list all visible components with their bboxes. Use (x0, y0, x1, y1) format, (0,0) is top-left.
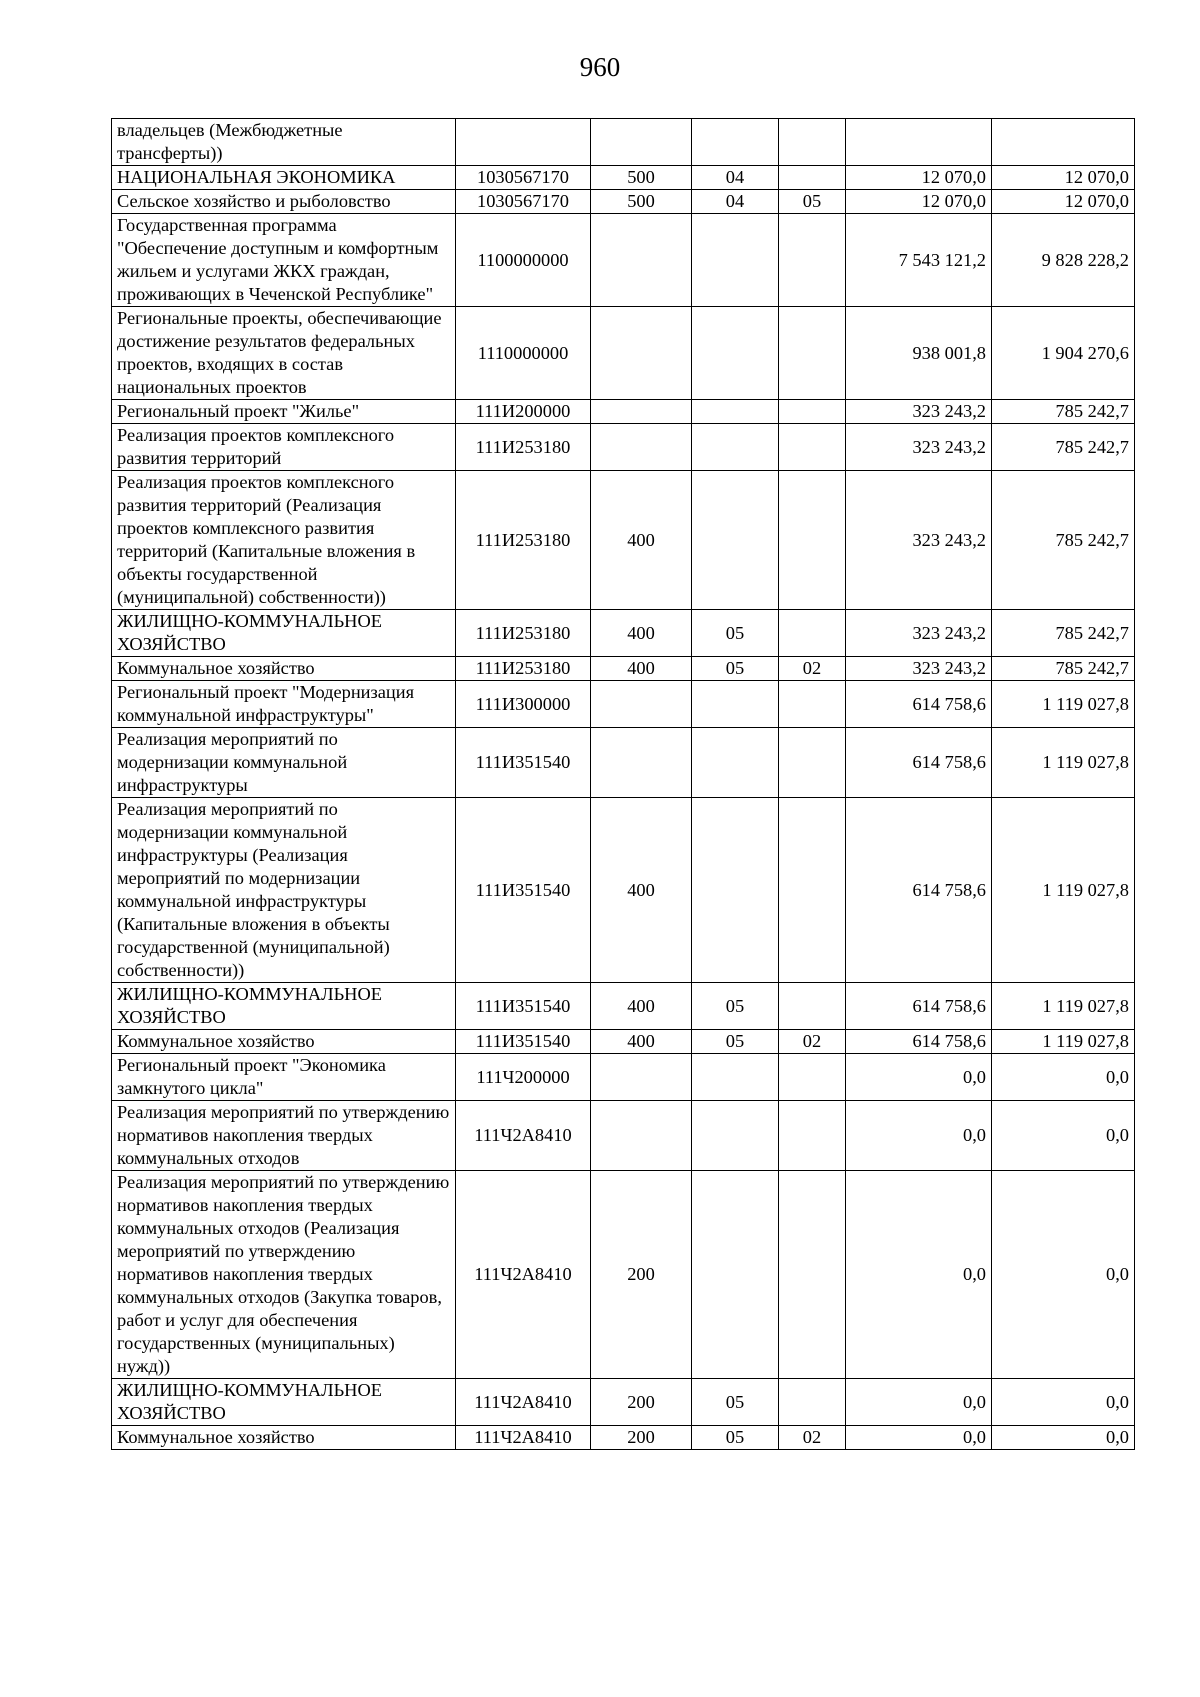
table-row (112, 681, 1135, 728)
cell-amount-1: 614 758,6 (846, 728, 992, 798)
cell-expense-type: 200 (591, 1171, 692, 1379)
cell-section: 05 (692, 983, 779, 1030)
cell-subsection (779, 1101, 846, 1171)
cell-amount-1: 614 758,6 (846, 798, 992, 983)
cell-amount-2: 0,0 (992, 1054, 1135, 1101)
cell-amount-2: 12 070,0 (992, 166, 1135, 190)
table-body (112, 119, 1135, 1450)
cell-expense-type: 400 (591, 983, 692, 1030)
cell-expense-type: 200 (591, 1379, 692, 1426)
cell-code: 1030567170 (456, 166, 591, 190)
cell-code: 111И351540 (456, 798, 591, 983)
cell-expense-type (591, 307, 692, 400)
cell-expense-type (591, 1101, 692, 1171)
cell-amount-1: 0,0 (846, 1054, 992, 1101)
cell-section: 05 (692, 1379, 779, 1426)
cell-subsection (779, 471, 846, 610)
cell-amount-2: 0,0 (992, 1426, 1135, 1450)
cell-code: 111И351540 (456, 728, 591, 798)
cell-amount-1 (846, 119, 992, 166)
cell-code: 111Ч2А8410 (456, 1379, 591, 1426)
cell-code: 111И253180 (456, 424, 591, 471)
cell-section: 04 (692, 190, 779, 214)
cell-amount-1: 0,0 (846, 1379, 992, 1426)
cell-expense-type (591, 728, 692, 798)
cell-section (692, 214, 779, 307)
cell-code: 111Ч2А8410 (456, 1171, 591, 1379)
cell-code: 111Ч200000 (456, 1054, 591, 1101)
cell-code: 111И351540 (456, 1030, 591, 1054)
cell-name: НАЦИОНАЛЬНАЯ ЭКОНОМИКА (112, 166, 456, 190)
cell-amount-2: 785 242,7 (992, 471, 1135, 610)
cell-section: 04 (692, 166, 779, 190)
cell-amount-1: 938 001,8 (846, 307, 992, 400)
cell-section: 05 (692, 1426, 779, 1450)
cell-subsection (779, 1379, 846, 1426)
cell-amount-2 (992, 119, 1135, 166)
cell-subsection (779, 119, 846, 166)
table-row (112, 166, 1135, 190)
cell-section (692, 798, 779, 983)
cell-subsection: 02 (779, 657, 846, 681)
cell-expense-type: 500 (591, 190, 692, 214)
cell-amount-2: 785 242,7 (992, 610, 1135, 657)
cell-amount-1: 323 243,2 (846, 657, 992, 681)
cell-code: 1100000000 (456, 214, 591, 307)
cell-name: владельцев (Межбюджетные трансферты)) (112, 119, 456, 166)
cell-subsection (779, 681, 846, 728)
cell-amount-1: 614 758,6 (846, 681, 992, 728)
cell-subsection (779, 166, 846, 190)
cell-section: 05 (692, 657, 779, 681)
cell-expense-type (591, 1054, 692, 1101)
cell-code: 111Ч2А8410 (456, 1426, 591, 1450)
cell-expense-type (591, 400, 692, 424)
cell-amount-1: 323 243,2 (846, 400, 992, 424)
table-row (112, 424, 1135, 471)
table-row (112, 1379, 1135, 1426)
cell-name: Реализация мероприятий по модернизации коммунальной инфраструктуры (112, 728, 456, 798)
cell-expense-type: 400 (591, 657, 692, 681)
cell-amount-2: 0,0 (992, 1171, 1135, 1379)
cell-expense-type: 400 (591, 610, 692, 657)
cell-subsection (779, 307, 846, 400)
cell-subsection (779, 1054, 846, 1101)
cell-name: Коммунальное хозяйство (112, 1426, 456, 1450)
cell-expense-type: 200 (591, 1426, 692, 1450)
cell-amount-2: 1 119 027,8 (992, 798, 1135, 983)
cell-amount-1: 0,0 (846, 1426, 992, 1450)
cell-amount-1: 614 758,6 (846, 1030, 992, 1054)
table-row (112, 190, 1135, 214)
cell-section: 05 (692, 610, 779, 657)
table-row (112, 798, 1135, 983)
table-row (112, 471, 1135, 610)
table-row (112, 1054, 1135, 1101)
table-row (112, 1426, 1135, 1450)
cell-name: Региональный проект "Жилье" (112, 400, 456, 424)
cell-code: 111И253180 (456, 657, 591, 681)
table-row (112, 307, 1135, 400)
cell-name: ЖИЛИЩНО-КОММУНАЛЬНОЕ ХОЗЯЙСТВО (112, 610, 456, 657)
cell-subsection (779, 728, 846, 798)
cell-expense-type (591, 214, 692, 307)
table-row (112, 214, 1135, 307)
cell-name: Коммунальное хозяйство (112, 657, 456, 681)
cell-amount-1: 614 758,6 (846, 983, 992, 1030)
budget-table (111, 118, 1135, 1450)
table-row (112, 610, 1135, 657)
table-row (112, 1030, 1135, 1054)
cell-expense-type: 400 (591, 1030, 692, 1054)
cell-amount-2: 785 242,7 (992, 400, 1135, 424)
cell-section (692, 1171, 779, 1379)
cell-amount-2: 1 119 027,8 (992, 1030, 1135, 1054)
cell-subsection: 02 (779, 1426, 846, 1450)
cell-amount-1: 0,0 (846, 1101, 992, 1171)
cell-code: 1030567170 (456, 190, 591, 214)
cell-amount-2: 1 119 027,8 (992, 681, 1135, 728)
cell-section (692, 119, 779, 166)
page-number: 960 (579, 52, 621, 82)
cell-subsection (779, 424, 846, 471)
cell-subsection (779, 798, 846, 983)
cell-name: Сельское хозяйство и рыболовство (112, 190, 456, 214)
cell-name: Реализация мероприятий по модернизации коммунальной инфраструктуры (Реализация мероприятий по модернизации коммунальной инфраструктуры (Капитальные вложения в объекты государственной (муниципальной) собственности)) (112, 798, 456, 983)
cell-expense-type: 400 (591, 471, 692, 610)
cell-amount-2: 1 904 270,6 (992, 307, 1135, 400)
cell-subsection (779, 400, 846, 424)
cell-code: 111И351540 (456, 983, 591, 1030)
cell-subsection (779, 1171, 846, 1379)
cell-amount-2: 1 119 027,8 (992, 728, 1135, 798)
cell-subsection (779, 214, 846, 307)
cell-name: Реализация мероприятий по утверждению нормативов накопления твердых коммунальных отходов (112, 1101, 456, 1171)
cell-name: Региональный проект "Экономика замкнутого цикла" (112, 1054, 456, 1101)
cell-amount-2: 1 119 027,8 (992, 983, 1135, 1030)
cell-code: 111И253180 (456, 610, 591, 657)
cell-amount-2: 785 242,7 (992, 657, 1135, 681)
cell-amount-1: 0,0 (846, 1171, 992, 1379)
cell-name: Коммунальное хозяйство (112, 1030, 456, 1054)
cell-subsection (779, 983, 846, 1030)
cell-amount-2: 785 242,7 (992, 424, 1135, 471)
cell-code: 111И253180 (456, 471, 591, 610)
cell-name: ЖИЛИЩНО-КОММУНАЛЬНОЕ ХОЗЯЙСТВО (112, 1379, 456, 1426)
cell-section (692, 471, 779, 610)
cell-section (692, 1054, 779, 1101)
cell-name: Реализация проектов комплексного развития территорий (Реализация проектов комплексного развития территорий (Капитальные вложения в объекты государственной (муниципальной) собственности)) (112, 471, 456, 610)
cell-subsection: 05 (779, 190, 846, 214)
cell-name: Реализация проектов комплексного развития территорий (112, 424, 456, 471)
table-row (112, 983, 1135, 1030)
cell-code: 1110000000 (456, 307, 591, 400)
cell-amount-2: 0,0 (992, 1379, 1135, 1426)
cell-section (692, 400, 779, 424)
cell-code: 111И200000 (456, 400, 591, 424)
cell-code: 111Ч2А8410 (456, 1101, 591, 1171)
cell-amount-1: 7 543 121,2 (846, 214, 992, 307)
cell-amount-1: 323 243,2 (846, 610, 992, 657)
table-row (112, 728, 1135, 798)
cell-amount-1: 323 243,2 (846, 424, 992, 471)
table-row (112, 1171, 1135, 1379)
cell-section (692, 681, 779, 728)
cell-expense-type (591, 119, 692, 166)
cell-expense-type: 500 (591, 166, 692, 190)
cell-amount-1: 12 070,0 (846, 166, 992, 190)
cell-amount-1: 323 243,2 (846, 471, 992, 610)
cell-name: Региональный проект "Модернизация коммунальной инфраструктуры" (112, 681, 456, 728)
cell-section (692, 728, 779, 798)
cell-expense-type: 400 (591, 798, 692, 983)
cell-amount-2: 12 070,0 (992, 190, 1135, 214)
cell-section (692, 424, 779, 471)
cell-expense-type (591, 681, 692, 728)
cell-name: Реализация мероприятий по утверждению нормативов накопления твердых коммунальных отходов (Реализация мероприятий по утверждению нормативов накопления твердых коммунальных отходов (Закупка товаров, работ и услуг для обеспечения государственных (муниципальных) нужд)) (112, 1171, 456, 1379)
cell-subsection: 02 (779, 1030, 846, 1054)
cell-section: 05 (692, 1030, 779, 1054)
table-row (112, 119, 1135, 166)
cell-name: Региональные проекты, обеспечивающие достижение результатов федеральных проектов, входящих в состав национальных проектов (112, 307, 456, 400)
table-row (112, 657, 1135, 681)
cell-section (692, 1101, 779, 1171)
cell-amount-1: 12 070,0 (846, 190, 992, 214)
table-row (112, 400, 1135, 424)
cell-section (692, 307, 779, 400)
cell-amount-2: 9 828 228,2 (992, 214, 1135, 307)
cell-code: 111И300000 (456, 681, 591, 728)
cell-name: ЖИЛИЩНО-КОММУНАЛЬНОЕ ХОЗЯЙСТВО (112, 983, 456, 1030)
cell-subsection (779, 610, 846, 657)
cell-code (456, 119, 591, 166)
cell-amount-2: 0,0 (992, 1101, 1135, 1171)
table-row (112, 1101, 1135, 1171)
cell-expense-type (591, 424, 692, 471)
cell-name: Государственная программа "Обеспечение доступным и комфортным жильем и услугами ЖКХ граждан, проживающих в Чеченской Республике" (112, 214, 456, 307)
